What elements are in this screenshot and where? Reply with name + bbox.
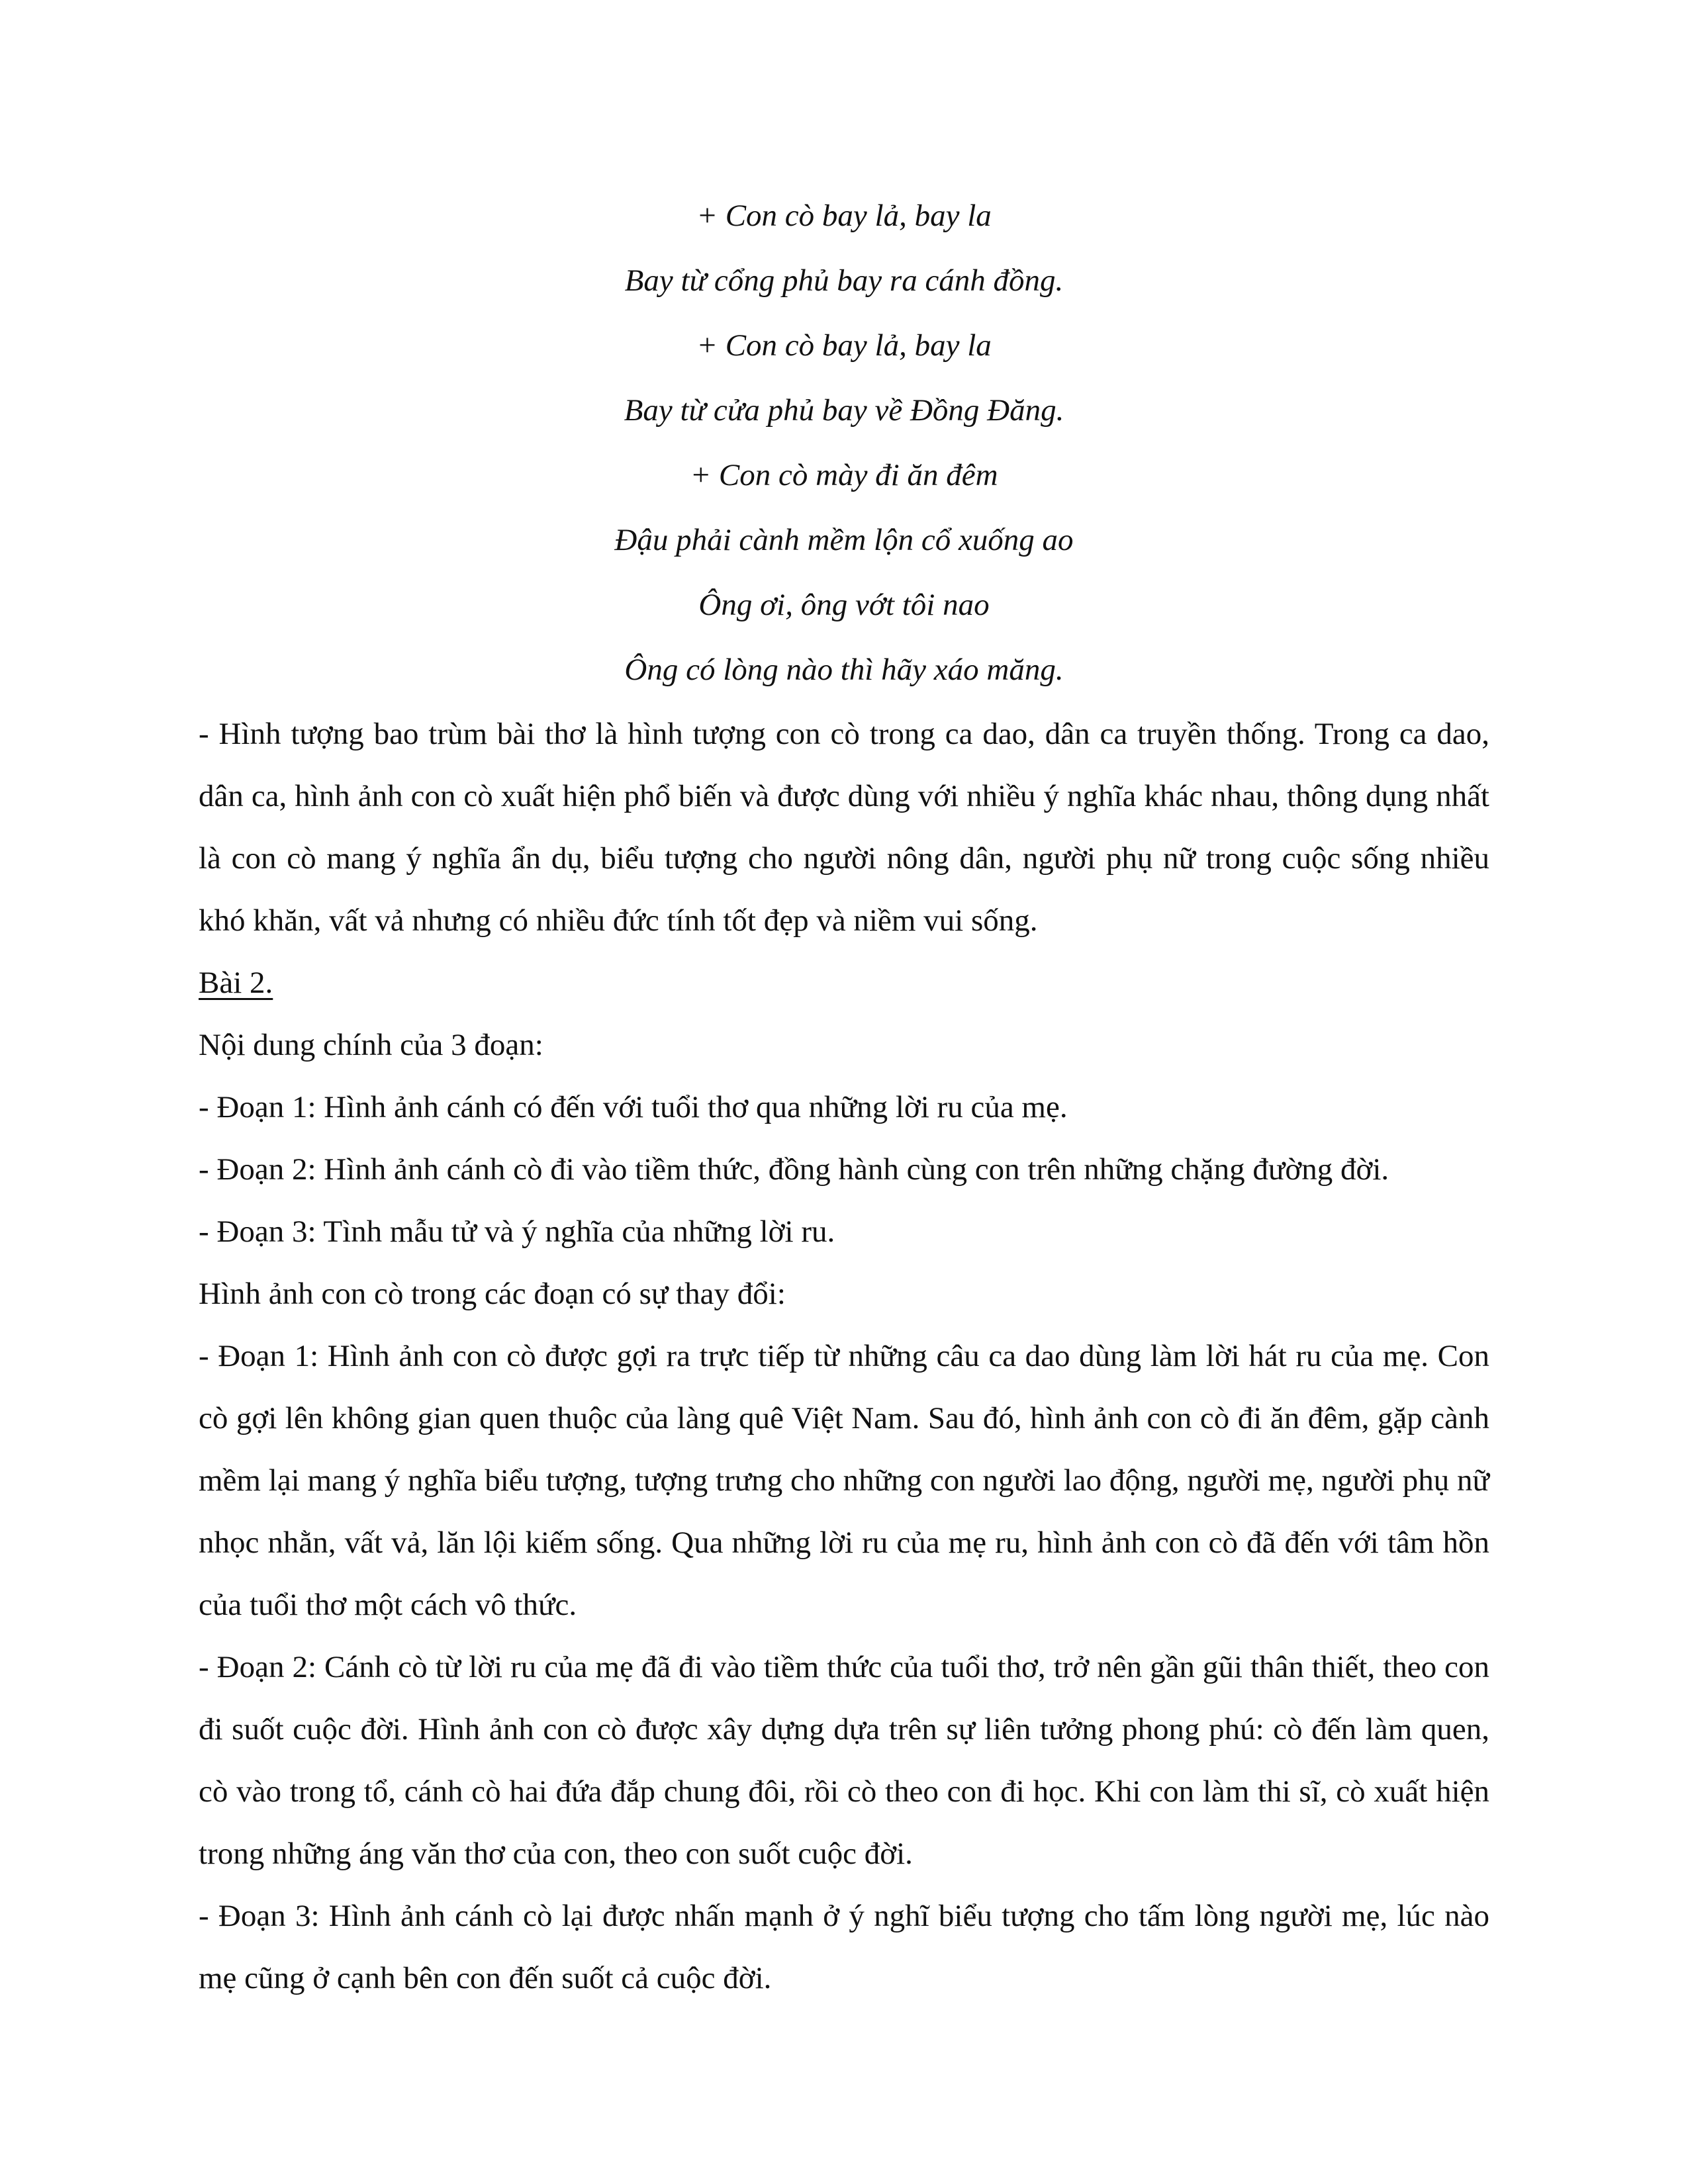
poem-line: Ông có lòng nào thì hãy xáo măng.: [624, 653, 1064, 687]
change-item: - Đoạn 2: Cánh cò từ lời ru của mẹ đã đi vào tiềm thức của tuổi thơ, trở nên gần gũi thân thiết, theo con đi suốt cuộc đời. Hình ảnh con cò được xây dựng dựa trên sự liên tưởng phong phú: cò đến làm quen, cò vào trong tổ, cánh cò hai đứa đắp chung đôi, rồi cò theo con đi học. Khi con làm thi sĩ, cò xuất hiện trong những áng văn thơ của con, theo con suốt cuộc đời.: [199, 1650, 1489, 1871]
poem-line: Bay từ cửa phủ bay về Đồng Đăng.: [624, 393, 1064, 428]
change-item: - Đoạn 3: Hình ảnh cánh cò lại được nhấn mạnh ở ý nghĩ biểu tượng cho tấm lòng người mẹ, lúc nào mẹ cũng ở cạnh bên con đến suốt cả cuộc đời.: [199, 1899, 1489, 1995]
content-item: - Đoạn 3: Tình mẫu tử và ý nghĩa của những lời ru.: [199, 1214, 835, 1249]
poem-line: + Con cò bay lả, bay la: [696, 328, 992, 363]
poem-line: Đậu phải cành mềm lộn cổ xuống ao: [614, 523, 1074, 557]
poem-stanza: [199, 192, 1489, 711]
poem-line: Bay từ cổng phủ bay ra cánh đồng.: [624, 263, 1064, 298]
document-body: [199, 703, 1489, 2009]
change-item: - Đoạn 1: Hình ảnh con cò được gợi ra trực tiếp từ những câu ca dao dùng làm lời hát ru của mẹ. Con cò gợi lên không gian quen thuộc của làng quê Việt Nam. Sau đó, hình ảnh con cò đi ăn đêm, gặp cành mềm lại mang ý nghĩa biểu tượng, tượng trưng cho những con người lao động, người mẹ, người phụ nữ nhọc nhằn, vất vả, lăn lội kiếm sống. Qua những lời ru của mẹ ru, hình ảnh con cò đã đến với tâm hồn của tuổi thơ một cách vô thức.: [199, 1339, 1489, 1622]
content-item: - Đoạn 2: Hình ảnh cánh cò đi vào tiềm thức, đồng hành cùng con trên những chặng đường đời.: [199, 1152, 1389, 1187]
change-intro: Hình ảnh con cò trong các đoạn có sự thay đổi:: [199, 1277, 786, 1311]
poem-line: Ông ơi, ông vớt tôi nao: [698, 588, 990, 622]
poem-line: + Con cò mày đi ăn đêm: [690, 458, 998, 492]
poem-line: + Con cò bay lả, bay la: [696, 199, 992, 233]
content-item: - Đoạn 1: Hình ảnh cánh có đến với tuổi thơ qua những lời ru của mẹ.: [199, 1090, 1068, 1124]
intro-paragraph: - Hình tượng bao trùm bài thơ là hình tượng con cò trong ca dao, dân ca truyền thống. Trong ca dao, dân ca, hình ảnh con cò xuất hiện phổ biến và được dùng với nhiều ý nghĩa khác nhau, thông dụng nhất là con cò mang ý nghĩa ẩn dụ, biểu tượng cho người nông dân, người phụ nữ trong cuộc sống nhiều khó khăn, vất vả nhưng có nhiều đức tính tốt đẹp và niềm vui sống.: [199, 717, 1489, 938]
content-intro: Nội dung chính của 3 đoạn:: [199, 1028, 543, 1062]
section-heading: Bài 2.: [199, 966, 273, 1000]
